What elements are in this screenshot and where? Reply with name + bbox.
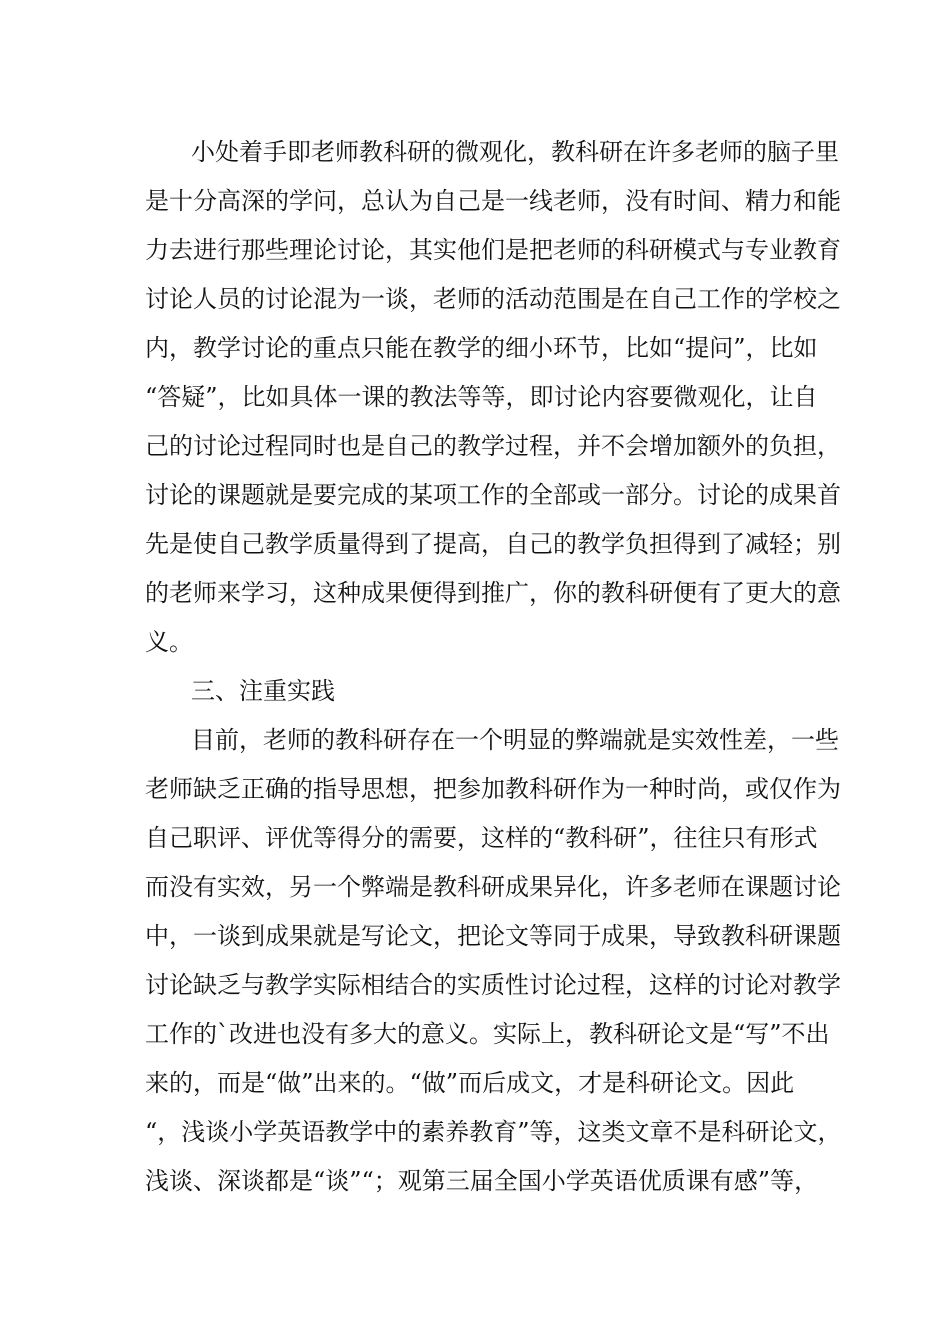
paragraph-line: 浅谈、深谈都是“谈”“；观第三届全国小学英语优质课有感”等， <box>145 1167 819 1195</box>
paragraph-line: 讨论缺乏与教学实际相结合的实质性讨论过程，这样的讨论对教学 <box>145 971 841 999</box>
paragraph-line: 自己职评、评优等得分的需要，这样的“教科研”，往往只有形式 <box>145 824 818 852</box>
paragraph-line: 讨论的课题就是要完成的某项工作的全部或一部分。讨论的成果首 <box>145 481 841 509</box>
paragraph-line: 义。 <box>145 628 193 656</box>
paragraph-line: 工作的`改进也没有多大的意义。实际上，教科研论文是“写”不出 <box>145 1020 830 1048</box>
paragraph-line: 是十分高深的学问，总认为自己是一线老师，没有时间、精力和能 <box>145 187 841 215</box>
paragraph-line: 力去进行那些理论讨论，其实他们是把老师的科研模式与专业教育 <box>145 236 841 264</box>
paragraph-line: “答疑”，比如具体一课的教法等等，即讨论内容要微观化，让自 <box>145 383 818 411</box>
paragraph-line: 小处着手即老师教科研的微观化，教科研在许多老师的脑子里 <box>191 138 839 166</box>
paragraph-line: 的老师来学习，这种成果便得到推广，你的教科研便有了更大的意 <box>145 579 841 607</box>
paragraph-line: “，浅谈小学英语教学中的素养教育”等，这类文章不是科研论文， <box>145 1118 842 1146</box>
paragraph-line: 讨论人员的讨论混为一谈，老师的活动范围是在自己工作的学校之 <box>145 285 841 313</box>
paragraph-line: 而没有实效，另一个弊端是教科研成果异化，许多老师在课题讨论 <box>145 873 841 901</box>
paragraph-line: 老师缺乏正确的指导思想，把参加教科研作为一种时尚，或仅作为 <box>145 775 841 803</box>
paragraph-line: 来的，而是“做”出来的。“做”而后成文，才是科研论文。因此 <box>145 1069 795 1097</box>
paragraph-line: 先是使自己教学质量得到了提高，自己的教学负担得到了减轻；别 <box>145 530 841 558</box>
paragraph-line: 己的讨论过程同时也是自己的教学过程，并不会增加额外的负担， <box>145 432 841 460</box>
paragraph-line: 内，教学讨论的重点只能在教学的细小环节，比如“提问”，比如 <box>145 334 818 362</box>
paragraph-line: 中，一谈到成果就是写论文，把论文等同于成果，导致教科研课题 <box>145 922 841 950</box>
paragraph-line: 目前，老师的教科研存在一个明显的弊端就是实效性差，一些 <box>191 726 839 754</box>
section-heading: 三、注重实践 <box>191 677 335 705</box>
